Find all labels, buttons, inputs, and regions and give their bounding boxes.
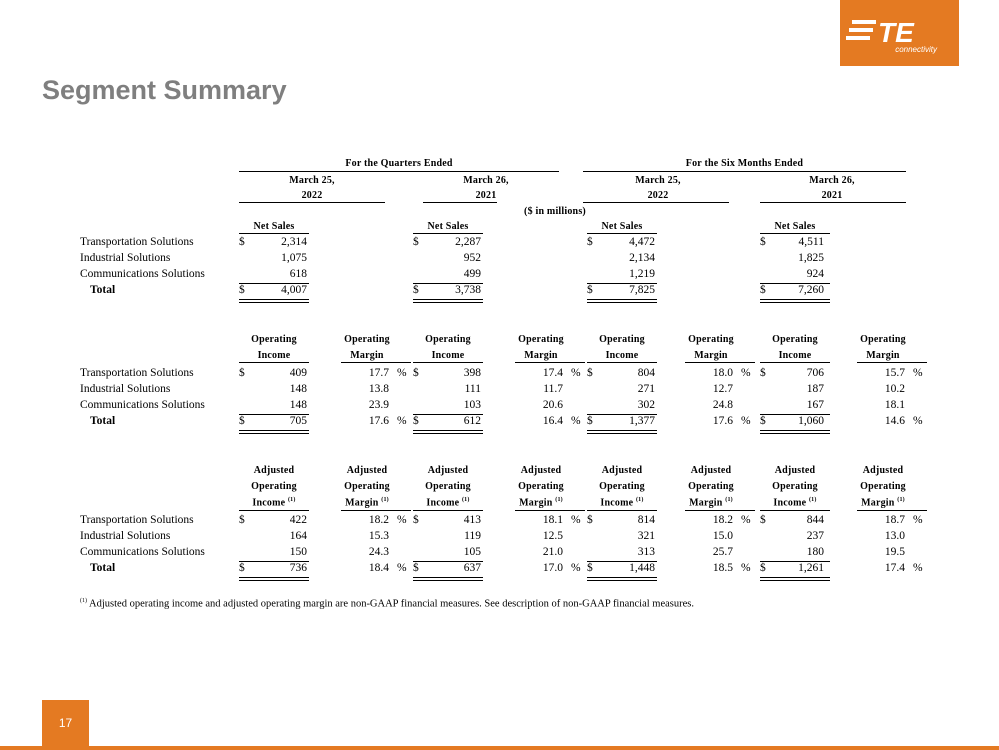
total-double-rule: [239, 430, 309, 434]
operating-income-value: 612: [463, 415, 481, 427]
date-header-rule: [239, 202, 385, 203]
adjusted-income-header-1: Adjusted: [253, 465, 295, 476]
operating-margin-value: 13.8: [368, 383, 389, 395]
total-double-rule: [587, 430, 657, 434]
currency-symbol: $: [413, 284, 419, 296]
subtotal-rule: [239, 561, 309, 562]
footnote-ref: (1): [555, 497, 563, 503]
currency-symbol: $: [413, 367, 419, 379]
currency-symbol: $: [413, 562, 419, 574]
net-sales-value: 1,219: [629, 268, 655, 280]
date-header-line2: 2021: [475, 190, 497, 201]
adjusted-margin-header-2: Operating: [860, 481, 906, 492]
net-sales-value: 952: [463, 252, 481, 264]
subtotal-rule: [760, 414, 830, 415]
currency-symbol: $: [760, 284, 766, 296]
operating-income-value: 103: [463, 399, 481, 411]
percent-symbol: %: [913, 562, 923, 574]
te-logo-icon: [840, 0, 959, 66]
percent-symbol: %: [741, 415, 751, 427]
adjusted-margin-value: 18.2: [712, 514, 733, 526]
adjusted-income-header-2: Operating: [251, 481, 297, 492]
adjusted-margin-value: 13.0: [884, 530, 905, 542]
operating-margin-value: 17.7: [368, 367, 389, 379]
net-sales-value: 1,075: [281, 252, 307, 264]
date-header-line2: 2022: [301, 190, 323, 201]
operating-income-value: 111: [464, 383, 481, 395]
date-header-line1: March 25,: [635, 175, 681, 186]
net-sales-header-rule: [587, 233, 657, 234]
footnote-ref: (1): [461, 497, 470, 503]
operating-margin-header-rule: [685, 362, 755, 363]
subtotal-rule: [760, 283, 830, 284]
operating-income-header-rule: [239, 362, 309, 363]
net-sales-header: Net Sales: [774, 221, 816, 232]
segment-label: Transportation Solutions: [80, 236, 194, 248]
svg-text:TE: TE: [878, 17, 914, 48]
footnote-ref: (1): [897, 497, 905, 503]
operating-margin-value: 17.6: [368, 415, 389, 427]
adjusted-margin-value: 18.1: [542, 514, 563, 526]
net-sales-value: 1,825: [798, 252, 824, 264]
operating-margin-value: 15.7: [884, 367, 905, 379]
net-sales-value: 3,738: [455, 284, 481, 296]
currency-symbol: $: [587, 562, 593, 574]
operating-margin-header-1: Operating: [860, 334, 906, 345]
operating-income-header-2: Income: [257, 350, 291, 361]
footnote-ref: (1): [381, 497, 389, 503]
net-sales-value: 618: [289, 268, 307, 280]
subtotal-rule: [413, 414, 483, 415]
segment-label: Total: [90, 284, 116, 296]
net-sales-value: 7,260: [798, 284, 824, 296]
adjusted-margin-header-2: Operating: [344, 481, 390, 492]
adjusted-income-header-2: Operating: [772, 481, 818, 492]
operating-margin-header-rule: [857, 362, 927, 363]
adjusted-income-header-3: [582, 497, 662, 508]
segment-label: Communications Solutions: [80, 399, 205, 411]
segment-label: Total: [90, 415, 116, 427]
percent-symbol: %: [571, 514, 581, 526]
adjusted-income-label: Income: [600, 497, 634, 509]
net-sales-value: 2,314: [281, 236, 307, 248]
date-header-line1: March 25,: [289, 175, 335, 186]
operating-income-value: 187: [806, 383, 824, 395]
percent-symbol: %: [397, 415, 407, 427]
units-label: ($ in millions): [524, 206, 586, 217]
currency-symbol: $: [239, 284, 245, 296]
operating-margin-value: 24.8: [712, 399, 733, 411]
net-sales-value: 4,007: [281, 284, 307, 296]
subtotal-rule: [239, 414, 309, 415]
footnote-ref: (1): [635, 497, 644, 503]
currency-symbol: $: [413, 236, 419, 248]
total-double-rule: [239, 299, 309, 303]
adjusted-income-value: 413: [463, 514, 481, 526]
operating-income-value: 148: [289, 399, 307, 411]
operating-income-value: 167: [806, 399, 824, 411]
adjusted-margin-value: 18.2: [368, 514, 389, 526]
adjusted-income-value: 814: [637, 514, 655, 526]
net-sales-value: 7,825: [629, 284, 655, 296]
adjusted-income-header-1: Adjusted: [427, 465, 469, 476]
operating-income-header-1: Operating: [599, 334, 645, 345]
adjusted-income-value: 119: [464, 530, 481, 542]
adjusted-income-header-1: Adjusted: [774, 465, 816, 476]
adjusted-margin-label: Margin: [519, 497, 553, 509]
period-header-quarters: For the Quarters Ended: [345, 158, 453, 169]
net-sales-value: 2,287: [455, 236, 481, 248]
operating-margin-header-rule: [515, 362, 585, 363]
currency-symbol: $: [413, 415, 419, 427]
currency-symbol: $: [760, 236, 766, 248]
percent-symbol: %: [913, 415, 923, 427]
percent-symbol: %: [571, 367, 581, 379]
segment-label: Industrial Solutions: [80, 383, 171, 395]
net-sales-header-rule: [239, 233, 309, 234]
total-double-rule: [413, 430, 483, 434]
adjusted-income-value: 844: [806, 514, 824, 526]
net-sales-header-rule: [760, 233, 830, 234]
adjusted-margin-header-rule: [685, 510, 755, 511]
net-sales-value: 4,472: [629, 236, 655, 248]
percent-symbol: %: [913, 514, 923, 526]
adjusted-income-label: Income: [252, 497, 286, 509]
total-double-rule: [760, 430, 830, 434]
adjusted-income-value: 180: [806, 546, 824, 558]
operating-income-header-1: Operating: [425, 334, 471, 345]
adjusted-margin-header-1: Adjusted: [862, 465, 904, 476]
adjusted-income-header-rule: [413, 510, 483, 511]
adjusted-margin-header-1: Adjusted: [346, 465, 388, 476]
adjusted-income-header-rule: [239, 510, 309, 511]
net-sales-header-rule: [413, 233, 483, 234]
footnote-text: Adjusted operating income and adjusted operating margin are non-GAAP financial measures. See description of non-GAAP financial measures.: [87, 598, 694, 610]
adjusted-margin-value: 15.0: [712, 530, 733, 542]
currency-symbol: $: [239, 415, 245, 427]
currency-symbol: $: [239, 514, 245, 526]
adjusted-income-header-2: Operating: [599, 481, 645, 492]
adjusted-margin-header-3: [843, 497, 923, 508]
page-number: 17: [58, 716, 73, 730]
segment-label: Communications Solutions: [80, 546, 205, 558]
adjusted-income-value: 150: [289, 546, 307, 558]
net-sales-value: 4,511: [798, 236, 824, 248]
adjusted-income-value: 1,261: [798, 562, 824, 574]
operating-margin-header-2: Margin: [524, 350, 558, 361]
operating-income-value: 706: [806, 367, 824, 379]
adjusted-income-value: 313: [637, 546, 655, 558]
operating-margin-value: 16.4: [542, 415, 563, 427]
operating-margin-header-2: Margin: [694, 350, 728, 361]
adjusted-margin-value: 24.3: [368, 546, 389, 558]
operating-income-value: 1,377: [629, 415, 655, 427]
adjusted-margin-value: 21.0: [542, 546, 563, 558]
percent-symbol: %: [571, 415, 581, 427]
percent-symbol: %: [397, 514, 407, 526]
adjusted-margin-value: 19.5: [884, 546, 905, 558]
operating-income-value: 705: [289, 415, 307, 427]
adjusted-income-label: Income: [426, 497, 460, 509]
percent-symbol: %: [741, 367, 751, 379]
adjusted-margin-label: Margin: [689, 497, 723, 509]
adjusted-income-header-1: Adjusted: [601, 465, 643, 476]
footnote-ref: (1): [287, 497, 296, 503]
operating-margin-header-2: Margin: [350, 350, 384, 361]
total-double-rule: [413, 299, 483, 303]
percent-symbol: %: [741, 514, 751, 526]
adjusted-margin-header-rule: [341, 510, 411, 511]
currency-symbol: $: [587, 367, 593, 379]
adjusted-margin-header-2: Operating: [518, 481, 564, 492]
adjusted-margin-header-3: [327, 497, 407, 508]
date-header-line1: March 26,: [463, 175, 509, 186]
subtotal-rule: [413, 561, 483, 562]
operating-income-header-rule: [760, 362, 830, 363]
segment-label: Industrial Solutions: [80, 252, 171, 264]
adjusted-margin-value: 17.4: [884, 562, 905, 574]
period-header-quarters-rule: [239, 171, 559, 172]
adjusted-margin-value: 18.5: [712, 562, 733, 574]
currency-symbol: $: [413, 514, 419, 526]
adjusted-income-value: 736: [289, 562, 307, 574]
percent-symbol: %: [571, 562, 581, 574]
subtotal-rule: [760, 561, 830, 562]
operating-income-value: 398: [463, 367, 481, 379]
net-sales-header: Net Sales: [601, 221, 643, 232]
operating-margin-value: 23.9: [368, 399, 389, 411]
operating-income-value: 148: [289, 383, 307, 395]
adjusted-income-header-rule: [760, 510, 830, 511]
footnote-marker: (1): [80, 598, 87, 604]
segment-label: Total: [90, 562, 116, 574]
percent-symbol: %: [913, 367, 923, 379]
date-header-line2: 2021: [821, 190, 843, 201]
total-double-rule: [587, 299, 657, 303]
adjusted-margin-value: 17.0: [542, 562, 563, 574]
net-sales-value: 499: [463, 268, 481, 280]
subtotal-rule: [587, 561, 657, 562]
adjusted-margin-value: 15.3: [368, 530, 389, 542]
adjusted-income-header-3: [408, 497, 488, 508]
page-number-badge: [42, 700, 89, 747]
subtotal-rule: [587, 414, 657, 415]
adjusted-income-label: Income: [773, 497, 807, 509]
date-header-line1: March 26,: [809, 175, 855, 186]
currency-symbol: $: [239, 562, 245, 574]
date-header-line2: 2022: [647, 190, 669, 201]
percent-symbol: %: [741, 562, 751, 574]
operating-margin-value: 20.6: [542, 399, 563, 411]
operating-income-header-1: Operating: [772, 334, 818, 345]
net-sales-value: 924: [806, 268, 824, 280]
total-double-rule: [587, 577, 657, 581]
adjusted-income-header-3: [755, 497, 835, 508]
currency-symbol: $: [760, 514, 766, 526]
adjusted-income-value: 1,448: [629, 562, 655, 574]
operating-margin-value: 11.7: [543, 383, 563, 395]
currency-symbol: $: [760, 367, 766, 379]
period-header-six-months-rule: [583, 171, 906, 172]
footnote: [80, 598, 694, 610]
currency-symbol: $: [587, 514, 593, 526]
operating-income-header-2: Income: [605, 350, 639, 361]
operating-income-header-rule: [413, 362, 483, 363]
adjusted-margin-value: 18.4: [368, 562, 389, 574]
net-sales-header: Net Sales: [427, 221, 469, 232]
operating-margin-header-1: Operating: [688, 334, 734, 345]
page-title: Segment Summary: [42, 75, 287, 105]
adjusted-margin-header-rule: [857, 510, 927, 511]
adjusted-margin-label: Margin: [345, 497, 379, 509]
adjusted-income-value: 164: [289, 530, 307, 542]
date-header-rule: [760, 202, 906, 203]
currency-symbol: $: [239, 236, 245, 248]
adjusted-margin-header-1: Adjusted: [520, 465, 562, 476]
segment-label: Industrial Solutions: [80, 530, 171, 542]
adjusted-margin-header-3: [501, 497, 581, 508]
logo-tagline: connectivity: [895, 45, 937, 54]
currency-symbol: $: [587, 415, 593, 427]
operating-margin-value: 10.2: [884, 383, 905, 395]
adjusted-income-header-3: [234, 497, 314, 508]
currency-symbol: $: [587, 284, 593, 296]
period-header-six-months: For the Six Months Ended: [685, 158, 804, 169]
currency-symbol: $: [587, 236, 593, 248]
operating-income-value: 271: [637, 383, 655, 395]
segment-label: Transportation Solutions: [80, 514, 194, 526]
operating-income-value: 804: [637, 367, 655, 379]
total-double-rule: [760, 577, 830, 581]
subtotal-rule: [413, 283, 483, 284]
operating-margin-value: 12.7: [712, 383, 733, 395]
date-header-rule: [583, 202, 729, 203]
subtotal-rule: [587, 283, 657, 284]
operating-income-header-1: Operating: [251, 334, 297, 345]
currency-symbol: $: [760, 562, 766, 574]
operating-margin-header-rule: [341, 362, 411, 363]
bottom-accent-bar: [0, 746, 999, 750]
footnote-ref: (1): [725, 497, 733, 503]
currency-symbol: $: [760, 415, 766, 427]
operating-margin-value: 14.6: [884, 415, 905, 427]
adjusted-margin-header-rule: [515, 510, 585, 511]
adjusted-income-header-rule: [587, 510, 657, 511]
adjusted-margin-value: 18.7: [884, 514, 905, 526]
adjusted-margin-value: 25.7: [712, 546, 733, 558]
operating-income-value: 409: [289, 367, 307, 379]
total-double-rule: [413, 577, 483, 581]
segment-label: Transportation Solutions: [80, 367, 194, 379]
date-header-rule: [423, 202, 497, 203]
operating-margin-header-2: Margin: [866, 350, 900, 361]
adjusted-income-value: 321: [637, 530, 655, 542]
adjusted-margin-header-2: Operating: [688, 481, 734, 492]
percent-symbol: %: [397, 562, 407, 574]
operating-margin-value: 17.6: [712, 415, 733, 427]
subtotal-rule: [239, 283, 309, 284]
operating-income-header-rule: [587, 362, 657, 363]
operating-margin-header-1: Operating: [344, 334, 390, 345]
adjusted-margin-header-1: Adjusted: [690, 465, 732, 476]
operating-income-value: 1,060: [798, 415, 824, 427]
adjusted-margin-value: 12.5: [542, 530, 563, 542]
te-connectivity-logo: [840, 0, 959, 66]
currency-symbol: $: [239, 367, 245, 379]
adjusted-income-header-2: Operating: [425, 481, 471, 492]
adjusted-income-value: 637: [463, 562, 481, 574]
operating-margin-value: 18.1: [884, 399, 905, 411]
percent-symbol: %: [397, 367, 407, 379]
total-double-rule: [239, 577, 309, 581]
adjusted-margin-header-3: [671, 497, 751, 508]
operating-income-header-2: Income: [778, 350, 812, 361]
operating-margin-value: 18.0: [712, 367, 733, 379]
operating-margin-value: 17.4: [542, 367, 563, 379]
adjusted-income-value: 422: [289, 514, 307, 526]
adjusted-margin-label: Margin: [861, 497, 895, 509]
operating-margin-header-1: Operating: [518, 334, 564, 345]
operating-income-value: 302: [637, 399, 655, 411]
adjusted-income-value: 237: [806, 530, 824, 542]
total-double-rule: [760, 299, 830, 303]
operating-income-header-2: Income: [431, 350, 465, 361]
adjusted-income-value: 105: [463, 546, 481, 558]
net-sales-value: 2,134: [629, 252, 655, 264]
net-sales-header: Net Sales: [253, 221, 295, 232]
footnote-ref: (1): [808, 497, 817, 503]
segment-label: Communications Solutions: [80, 268, 205, 280]
